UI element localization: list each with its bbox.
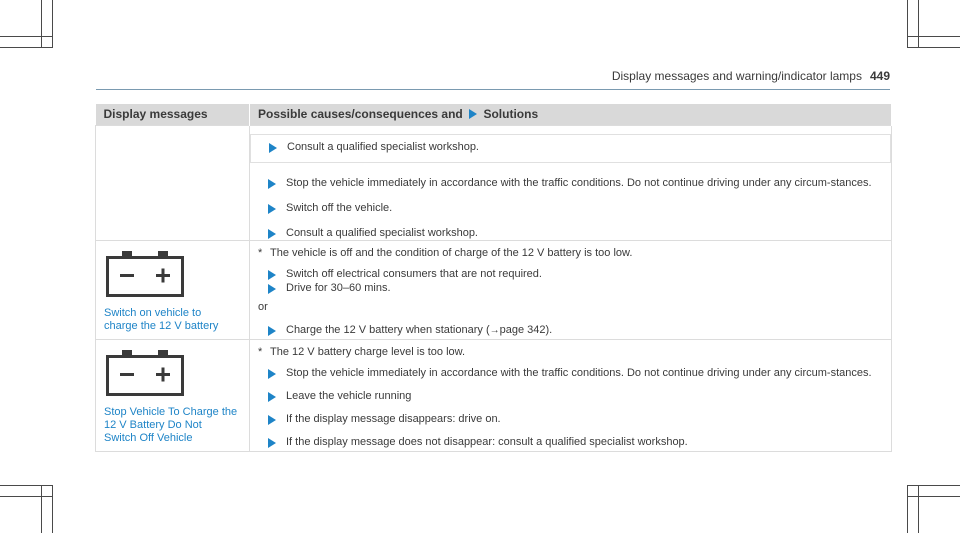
step-text: Charge the 12 V battery when stationary ( — [286, 324, 490, 336]
step-text: Stop the vehicle immediately in accordance with the traffic conditions. Do not continue driving under any circum-stances. — [286, 367, 872, 379]
solution-cell — [250, 340, 892, 452]
step-text: Consult a qualified specialist workshop. — [287, 141, 479, 153]
crop-mark — [908, 47, 960, 48]
play-bullet-icon — [268, 270, 276, 280]
crop-mark — [52, 485, 53, 533]
section-title: Display messages and warning/indicator lamps — [611, 69, 862, 83]
cause-marker: * — [258, 346, 263, 358]
page-reference-arrow-icon: → — [489, 325, 500, 336]
play-bullet-icon — [268, 179, 276, 189]
step-text: If the display message disappears: drive on. — [286, 413, 501, 425]
step-item — [250, 282, 891, 295]
step-item — [250, 367, 891, 380]
table-header-row — [96, 104, 892, 126]
page-reference-link[interactable]: page 342). — [499, 324, 553, 336]
table-row — [96, 126, 892, 241]
crop-mark — [41, 485, 42, 533]
display-message-caption — [104, 307, 249, 333]
table-row — [96, 241, 892, 340]
play-bullet-icon — [468, 109, 478, 119]
play-bullet-icon — [268, 415, 276, 425]
battery-icon — [106, 251, 184, 297]
step-item — [250, 436, 891, 449]
boxed-step — [250, 134, 891, 163]
message-cell-empty — [96, 126, 250, 241]
cause-description: The 12 V battery charge level is too low. — [270, 346, 466, 358]
crop-mark — [918, 0, 919, 48]
step-item — [250, 413, 891, 426]
step-item — [250, 324, 891, 337]
cause-text — [250, 247, 891, 260]
play-bullet-icon — [268, 229, 276, 239]
battery-icon — [106, 350, 184, 396]
display-messages-table — [95, 104, 892, 452]
step-item — [251, 141, 890, 154]
play-bullet-icon — [268, 369, 276, 379]
step-text: Consult a qualified specialist workshop. — [286, 227, 478, 239]
crop-mark — [52, 0, 53, 48]
caption-line: 12 V Battery Do Not — [104, 419, 202, 431]
step-text: Switch off electrical consumers that are not required. — [286, 268, 542, 280]
crop-mark — [0, 36, 52, 37]
play-bullet-icon — [268, 392, 276, 402]
caption-line: charge the 12 V battery — [104, 320, 219, 332]
step-text: Drive for 30–60 mins. — [286, 282, 391, 294]
col-header-causes-text: Possible causes/consequences and — [258, 107, 463, 121]
message-cell — [96, 241, 250, 340]
caption-line: Switch Off Vehicle — [104, 432, 193, 444]
step-item — [250, 268, 891, 281]
header-divider — [96, 89, 890, 90]
crop-mark — [908, 496, 960, 497]
col-header-solutions-text: Solutions — [483, 107, 539, 121]
step-item — [250, 202, 891, 215]
crop-mark — [908, 36, 960, 37]
step-item — [250, 390, 891, 403]
table-row — [96, 340, 892, 452]
cause-text — [250, 346, 891, 359]
cause-marker: * — [258, 247, 263, 259]
caption-line: Stop Vehicle To Charge the — [104, 406, 238, 418]
or-separator: or — [258, 301, 268, 313]
solution-cell — [250, 241, 892, 340]
crop-mark — [0, 496, 52, 497]
caption-line: Switch on vehicle to — [104, 307, 202, 319]
step-text: Stop the vehicle immediately in accordance with the traffic conditions. Do not continue driving under any circum-stances. — [286, 177, 872, 189]
solution-cell — [250, 126, 892, 241]
col-header-causes-solutions — [250, 104, 892, 126]
step-item — [250, 227, 891, 240]
step-text: If the display message does not disappear: consult a qualified specialist workshop. — [286, 436, 688, 448]
step-text: Switch off the vehicle. — [286, 202, 393, 214]
step-item — [250, 177, 891, 190]
play-bullet-icon — [268, 204, 276, 214]
crop-mark — [907, 0, 908, 48]
play-bullet-icon — [268, 438, 276, 448]
step-text: Leave the vehicle running — [286, 390, 412, 402]
play-bullet-icon — [268, 326, 276, 336]
crop-mark — [918, 485, 919, 533]
crop-mark — [0, 47, 52, 48]
cause-description: The vehicle is off and the condition of charge of the 12 V battery is too low. — [270, 247, 633, 259]
crop-mark — [0, 485, 52, 486]
display-message-caption — [104, 406, 249, 445]
page-number: 449 — [869, 69, 890, 83]
col-header-display-messages: Display messages — [96, 104, 250, 126]
play-bullet-icon — [269, 143, 277, 153]
page-header — [600, 69, 890, 83]
play-bullet-icon — [268, 284, 276, 294]
crop-mark — [908, 485, 960, 486]
message-cell — [96, 340, 250, 452]
crop-mark — [907, 485, 908, 533]
crop-mark — [41, 0, 42, 48]
